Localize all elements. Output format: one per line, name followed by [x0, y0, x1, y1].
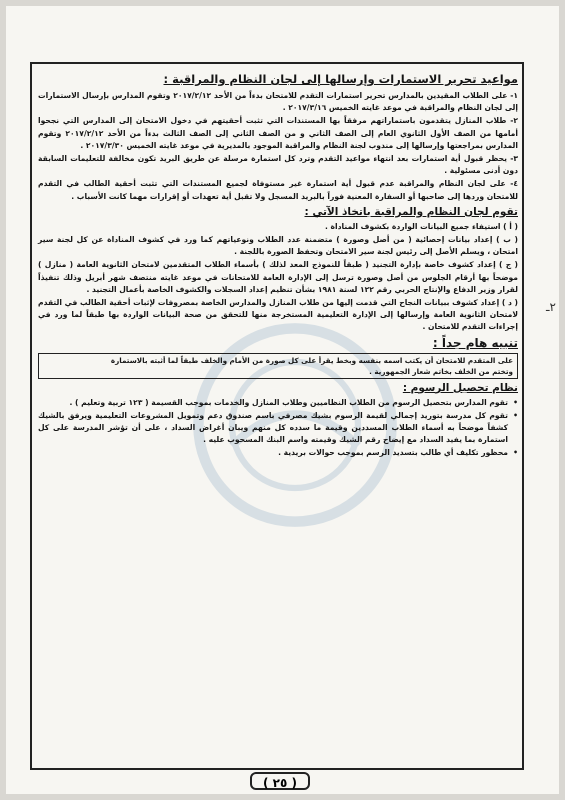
section-heading-committee-actions: تقوم لجان النظام والمراقبة باتخاذ الآتي : [304, 205, 518, 218]
committee-action-d: ( د ) إعداد كشوف ببيانات النجاح التي قدمت إليها من طلاب المنازل والمدارس الخاصة بمصروفات لإثبات أحقية الطالب في التقدم لامتحان الثانوية العامة وإرسالها إلى الإدارة التعليمية المستخرجة منها للتحقق من صحة البيانات الواردة بها طبقاً لما ورد في إجراءات التقدم للامتحان . [38, 298, 518, 332]
notice-line-1: على المتقدم للامتحان أن يكتب اسمه بنفسه وبخط يقرأ على كل صورة من الأمام والخلف طبقاً لما أثبته بالاستمارة [110, 355, 513, 365]
document-content [38, 70, 518, 461]
paragraph-item-3: ٣- يحظر قبول أية استمارات بعد انتهاء مواعيد التقدم وترد كل استمارة مرسلة عن طريق البريد تكون مخالفة للتعليمات السابقة دون أدنى مسئولية . [38, 154, 518, 176]
notice-line-2: وتختم من الخلف بخاتم شعار الجمهورية . [369, 366, 513, 376]
paragraph-item-2: ٢- طلاب المنازل يتقدمون باستماراتهم مرفقاً بها المستندات التي تثبت أحقيتهم في دخول الامتحان إلى المدارس التي نجحوا أمامها من الصف الأول الثانوي العام إلى الصف الثاني و من الصف الثاني إلى الصف الثالث بدءاً من الأحد ٢٠١٧/٢/١٢ وتقوم المدارس بمراجعتها وإرسالها إلى مندوب لجنة النظام والمراقبة الموجود بالمديرية في موعد غايته الخميس ٢٠١٧/٣/٣٠ . [38, 116, 518, 150]
paragraph-item-4: ٤- على لجان النظام والمراقبة عدم قبول أية استمارة غير مستوفاة لجميع المستندات التي تثبت أحقية الطالب في التقدم للامتحان وردها إلى صاحبها أو السفارة المعنية فوراً بالبريد المسجل ولا تقبل أية تعهدات أو إقرارات مهما كانت الأسباب . [38, 179, 518, 201]
committee-action-b: ( ب ) إعداد بيانات إحصائية ( من أصل وصورة ) متضمنة عدد الطلاب ونوعياتهم كما ورد في كشوف المناداة عن كل لجنة سير امتحان ، ويسلم الأصل إلى رئيس لجنة سير الامتحان وتحفظ الصورة باللجنة . [38, 235, 518, 257]
important-notice-heading: تنبيه هام جداً : [432, 335, 518, 350]
fees-list-item: • محظور تكليف أي طالب بتسديد الرسم بموجب حوالات بريدية . [38, 447, 518, 459]
fees-list-item: • تقوم كل مدرسة بتوريد إجمالي لقيمة الرسوم بشيك مصرفي باسم صندوق دعم وتمويل المشروعات التعليمية ويرفق بالشيك كشفاً موضحاً به أسماء الطلاب المسددين وقيمة ما سدده كل منهم ويبان أغراض السداد ، على أن تؤشر المدرسة على كل استمارة بما يفيد السداد مع إيضاح رقم الشيك وقيمته واسم البنك المسحوب عليه . [38, 410, 518, 445]
page-number: ( ٢٥ ) [250, 772, 310, 790]
committee-action-a: ( أ ) استيفاء جميع البيانات الواردة بكشوف المناداة . [324, 221, 518, 231]
bullet-icon: • [513, 448, 518, 458]
important-notice-box [38, 353, 518, 379]
margin-handwritten-mark: ٢ـ [546, 300, 556, 314]
bullet-icon: • [513, 410, 518, 420]
section-heading-submission-dates: مواعيد تحرير الاستمارات وإرسالها إلى لجان النظام والمراقبة : [163, 72, 518, 86]
fees-list [38, 397, 518, 460]
fees-list-item: • تقوم المدارس بتحصيل الرسوم من الطلاب النظاميين وطلاب المنازل والخدمات بموجب القسيمة ( ١٢٣ تربية وتعليم ) . [38, 397, 518, 409]
committee-action-c: ( ج ) إعداد كشوف خاصة بإدارة التجنيد ( طبقاً للنموذج المعد لذلك ) بأسماء الطلاب المتقدمين لامتحان الثانوية العامة ( منازل ) موضحاً بها أرقام الجلوس من أصل وصورة ترسل إلى الإدارة العامة للامتحانات في موعد غايته منتصف شهر أبريل وذلك تنفيذاً لقرار وزير الدفاع والإنتاج الحربي رقم ١٢٢ لسنة ١٩٨١ بشأن تنظيم إعداد السجلات والكشوف الخاصة بأعمال التجنيد . [38, 260, 518, 294]
bullet-icon: • [513, 397, 518, 407]
paragraph-item-1: ١- على الطلاب المقيدين بالمدارس تحرير استمارات التقدم للامتحان بدءاً من الأحد ٢٠١٧/٢/١٢ وتقوم المدارس بإرسال الاستمارات إلى لجان النظام والمراقبة في موعد غايته الخميس ٢٠١٧/٣/١٦ . [38, 91, 518, 113]
section-heading-fees: نظام تحصيل الرسوم : [402, 381, 518, 394]
